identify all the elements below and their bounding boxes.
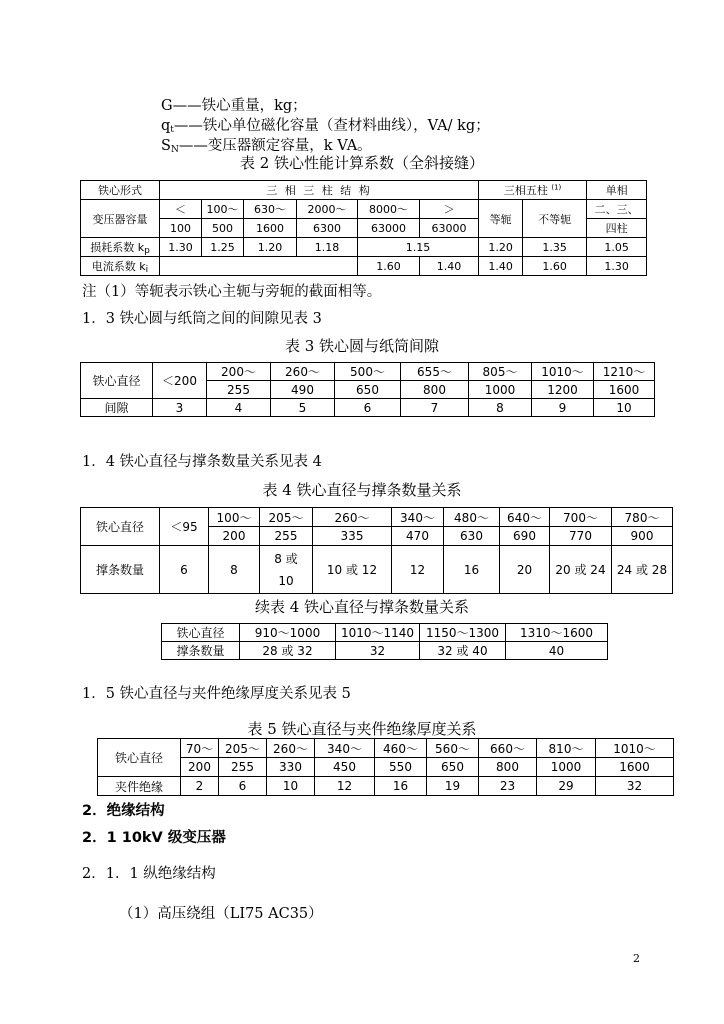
table5-cell: 16 [375,777,427,796]
table2-header-type: 铁心形式 [81,181,160,200]
table3-cell: 6 [335,399,401,417]
table2-range-bottom: 63000 [420,219,479,238]
page-number: 2 [633,952,640,965]
table4b-cell: 910～1000 [240,624,336,642]
table5-header-diameter: 铁心直径 [98,739,181,777]
definition-s: $S_N——$变压器额定容量，k VA。 [161,138,372,155]
table4-cell [260,546,313,594]
table2-range-bottom: 1600 [244,219,297,238]
table2 [80,180,647,276]
table5-caption: 表 5 铁心直径与夹件绝缘厚度关系 [247,720,477,738]
table5-range-top: 460～ [375,739,427,758]
definition-g: G——铁心重量，kg； [161,98,307,114]
table4-diameter-row-top [81,508,673,527]
table4-cell-line: 8 或 [274,551,298,566]
table4-cell: 24 或 28 [612,546,673,594]
table5-range-bottom: 1600 [596,758,674,777]
table5-range-top: 260～ [267,739,315,758]
table3-range-bottom: 800 [401,381,469,399]
table4-diameter-first: ＜95 [160,508,209,546]
table2-range-top: ＜ [160,200,202,219]
table3-range-bottom: 1200 [532,381,594,399]
table2-range-bottom: 100 [160,219,202,238]
table5-range-top: 1010～ [596,739,674,758]
table4b-caption: 续表 4 铁心直径与撑条数量关系 [254,598,470,616]
table5-range-top: 340～ [315,739,375,758]
table2-cell: 1.30 [160,238,202,257]
table4-range-bottom: 335 [313,527,392,546]
table2-current-row [81,257,647,276]
table2-capacity-row-top [81,200,647,219]
table5-range-top: 70～ [181,739,219,758]
table3-range-bottom: 650 [335,381,401,399]
table4-range-top: 480～ [444,508,500,527]
table2-range-bottom: 6300 [297,219,358,238]
table2-cell: 1.15 [358,238,479,257]
table4-header-count: 撑条数量 [81,546,160,594]
table2-header-single: 单相 [587,181,647,200]
table5-range-top: 660～ [479,739,537,758]
table2-cell: 1.60 [358,257,420,276]
table2-cell-empty [160,257,358,276]
table5-header-insulation: 夹件绝缘 [98,777,181,796]
table3-range-top: 655～ [401,363,469,381]
table2-range-top: 630～ [244,200,297,219]
table4-range-bottom: 690 [500,527,550,546]
table4b-cell: 32 或 40 [420,642,506,660]
table4-cell: 20 [500,546,550,594]
table3-range-top: 805～ [469,363,532,381]
table4-cell: 10 或 12 [313,546,392,594]
table2-cell: 1.40 [420,257,479,276]
section-1-4: 1．4 铁心直径与撑条数量关系见表 4 [82,454,322,470]
table4b-cell: 28 或 32 [240,642,336,660]
table4-range-bottom: 255 [260,527,313,546]
table2-header-single-l3: 四柱 [587,219,647,238]
table2-note: 注（1）等轭表示铁心主轭与旁轭的截面相等。 [82,284,382,300]
table4b-header-count: 撑条数量 [162,642,240,660]
table4b-cell: 32 [336,642,420,660]
table4-range-top: 260～ [313,508,392,527]
table2-loss-label: 损耗系数 $k_p$ [81,238,160,257]
table4-cell: 6 [160,546,209,594]
table5-range-bottom: 800 [479,758,537,777]
table3-cell: 8 [469,399,532,417]
table2-header-unequal: 不等轭 [523,200,587,238]
table5-range-top: 810～ [537,739,596,758]
table3-range-bottom: 1000 [469,381,532,399]
table4-cell: 20 或 24 [550,546,612,594]
table4b-cell: 1310～1600 [506,624,608,642]
table5-cell: 32 [596,777,674,796]
table2-range-bottom: 63000 [358,219,420,238]
table2-caption: 表 2 铁心性能计算系数（全斜接缝） [239,154,485,172]
table3-range-top: 1210～ [594,363,655,381]
table4b-diameter-row [162,624,608,642]
table4-caption: 表 4 铁心直径与撑条数量关系 [262,481,462,499]
table4b-count-row [162,642,608,660]
table3-range-top: 200～ [207,363,271,381]
table4-cell-line: 10 [278,573,294,588]
table3-cell: 10 [594,399,655,417]
table4-range-top: 340～ [392,508,444,527]
table2-cell: 1.60 [523,257,587,276]
definition-q: $q_t——$铁心单位磁化容量（查材料曲线），VA/ kg； [161,118,490,135]
table2-cell: 1.20 [244,238,297,257]
table2-range-top: ＞ [420,200,479,219]
table5-range-top: 560～ [427,739,479,758]
table5-range-bottom: 200 [181,758,219,777]
table2-header-row [81,181,647,200]
table3-cell: 3 [153,399,207,417]
table5-diameter-row-top [98,739,674,758]
table3-range-top: 500～ [335,363,401,381]
table2-range-top: 2000～ [297,200,358,219]
table4b-cell: 40 [506,642,608,660]
table5 [97,738,674,796]
table2-header-three-limb: 三 相 三 柱 结 构 [160,181,479,200]
table4-cell: 8 [209,546,260,594]
table2-cell: 1.05 [587,238,647,257]
table4-range-top: 780～ [612,508,673,527]
section-2-1-heading: 2．1 10kV 级变压器 [82,830,226,846]
table3-diameter-row-top [81,363,655,381]
table5-insulation-row [98,777,674,796]
table2-range-bottom: 500 [202,219,244,238]
table3-diameter-first: ＜200 [153,363,207,399]
table4b-cell: 1010～1140 [336,624,420,642]
table3-gap-row [81,399,655,417]
table5-range-bottom: 330 [267,758,315,777]
table2-header-equal: 等轭 [479,200,523,238]
section-1-5: 1．5 铁心直径与夹件绝缘厚度关系见表 5 [82,686,351,702]
table4-range-bottom: 200 [209,527,260,546]
table4b-header-diameter: 铁心直径 [162,624,240,642]
table5-range-top: 205～ [219,739,267,758]
table2-cell: 1.30 [587,257,647,276]
table4-range-top: 100～ [209,508,260,527]
table3-range-bottom: 490 [271,381,335,399]
table4 [80,507,673,594]
table3-cell: 7 [401,399,469,417]
table2-cell: 1.40 [479,257,523,276]
table4-range-bottom: 900 [612,527,673,546]
section-2-heading: 2．绝缘结构 [82,803,165,819]
table5-range-bottom: 550 [375,758,427,777]
table3 [80,362,655,417]
table5-cell: 19 [427,777,479,796]
table2-cell: 1.20 [479,238,523,257]
table5-cell: 29 [537,777,596,796]
table5-cell: 6 [219,777,267,796]
table2-header-capacity: 变压器容量 [81,200,160,238]
table3-range-bottom: 255 [207,381,271,399]
table3-caption: 表 3 铁心圆与纸筒间隙 [284,337,440,355]
table4b-cell: 1150～1300 [420,624,506,642]
table3-header-diameter: 铁心直径 [81,363,153,399]
table2-range-top: 100～ [202,200,244,219]
table5-cell: 2 [181,777,219,796]
table3-header-gap: 间隙 [81,399,153,417]
table3-range-bottom: 1600 [594,381,655,399]
table4-header-diameter: 铁心直径 [81,508,160,546]
table4-count-row [81,546,673,594]
table4b [161,623,608,660]
table5-diameter-row-bottom [98,758,674,777]
section-1-3: 1．3 铁心圆与纸筒之间的间隙见表 3 [82,311,322,327]
table2-header-single-l2: 二、三、 [587,200,647,219]
table4-range-top: 640～ [500,508,550,527]
table4-range-bottom: 630 [444,527,500,546]
table2-cell: 1.35 [523,238,587,257]
table5-range-bottom: 650 [427,758,479,777]
table3-range-top: 1010～ [532,363,594,381]
table2-loss-row [81,238,647,257]
hv-winding-heading: （1）高压绕组（LI75 AC35） [119,906,323,922]
table4-cell: 12 [392,546,444,594]
table4-range-bottom: 470 [392,527,444,546]
table3-cell: 5 [271,399,335,417]
table3-cell: 9 [532,399,594,417]
table3-range-top: 260～ [271,363,335,381]
table2-range-top: 8000～ [358,200,420,219]
table5-range-bottom: 1000 [537,758,596,777]
table5-cell: 10 [267,777,315,796]
table5-range-bottom: 450 [315,758,375,777]
table5-cell: 23 [479,777,537,796]
table5-range-bottom: 255 [219,758,267,777]
table3-cell: 4 [207,399,271,417]
table5-cell: 12 [315,777,375,796]
table2-cell: 1.18 [297,238,358,257]
section-2-1-1-heading: 2．1．1 纵绝缘结构 [82,866,216,882]
table4-cell: 16 [444,546,500,594]
table4-range-bottom: 770 [550,527,612,546]
table2-current-label: 电流系数 $k_i$ [81,257,160,276]
table2-header-five-limb: 三相五柱 $^{(1)}$ [479,181,587,200]
table4-range-top: 205～ [260,508,313,527]
table2-cell: 1.25 [202,238,244,257]
table4-range-top: 700～ [550,508,612,527]
